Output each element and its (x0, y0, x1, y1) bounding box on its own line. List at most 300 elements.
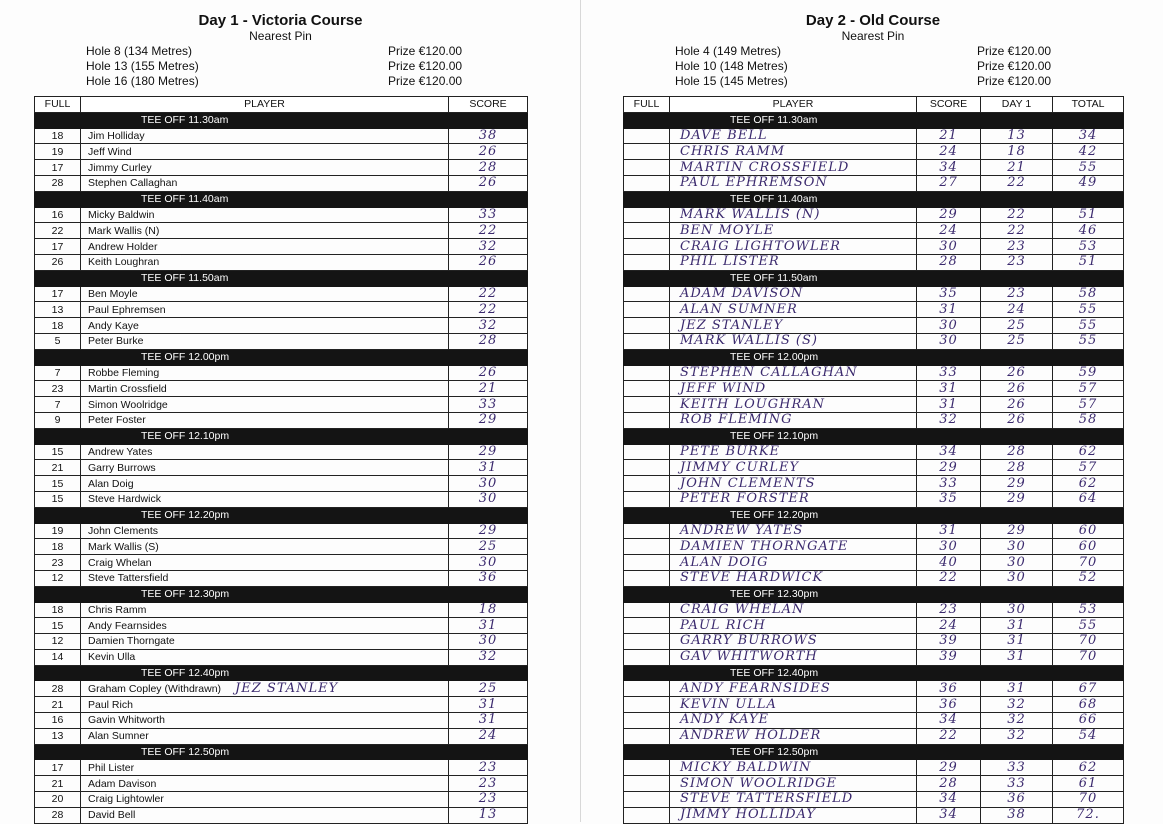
total-cell (1053, 239, 1124, 255)
score-cell (917, 397, 981, 413)
score-cell (917, 539, 981, 555)
handwritten-day1: 31 (1007, 617, 1026, 633)
table-row (35, 713, 528, 729)
score-cell (917, 318, 981, 334)
handwritten-total: 53 (1078, 238, 1098, 254)
handwritten-player-name: MARK WALLIS (N) (680, 207, 821, 222)
table-row (35, 381, 528, 397)
player-cell (81, 397, 449, 413)
full-handicap-empty (624, 713, 670, 729)
score-cell (449, 254, 528, 270)
tee-off-row (624, 270, 1124, 286)
table-row (624, 239, 1124, 255)
handwritten-score: 30 (939, 538, 958, 554)
pin-hole: Hole 8 (134 Metres) (86, 44, 193, 58)
pin-prize: Prize €120.00 (388, 59, 463, 73)
table-row (624, 460, 1124, 476)
player-cell (81, 807, 449, 823)
handwritten-total: 52 (1078, 570, 1098, 586)
handwritten-score: 22 (939, 728, 958, 744)
tee-off-row (35, 112, 528, 128)
full-handicap-empty (624, 318, 670, 334)
tee-off-spacer (35, 428, 81, 444)
player-cell (81, 713, 449, 729)
table-row (624, 760, 1124, 776)
table-row (35, 302, 528, 318)
day1-cell (981, 160, 1053, 176)
player-cell (81, 618, 449, 634)
table-row (35, 223, 528, 239)
table-row (35, 760, 528, 776)
full-handicap-empty (624, 460, 670, 476)
full-handicap-empty (624, 539, 670, 555)
total-cell (1053, 792, 1124, 808)
handwritten-score: 23 (478, 791, 498, 807)
full-handicap-empty (624, 254, 670, 270)
full-handicap: 18 (35, 602, 81, 618)
full-handicap: 26 (35, 254, 81, 270)
full-handicap: 5 (35, 333, 81, 349)
table-row (624, 570, 1124, 586)
player-name: Steve Hardwick (88, 493, 161, 506)
tee-off-label: TEE OFF 11.30am (670, 112, 1124, 128)
day1-cell (981, 476, 1053, 492)
player-name: Chris Ramm (88, 603, 147, 616)
player-name: Damien Thorngate (88, 635, 175, 648)
handwritten-score: 33 (478, 396, 498, 412)
tee-off-row (624, 744, 1124, 760)
player-cell (81, 128, 449, 144)
total-cell (1053, 523, 1124, 539)
table-row (624, 491, 1124, 507)
table-row (35, 555, 528, 571)
day1-cell (981, 618, 1053, 634)
player-cell (670, 760, 917, 776)
day1-cell (981, 728, 1053, 744)
table-row (624, 697, 1124, 713)
day1-cell (981, 539, 1053, 555)
handwritten-player-name: MICKY BALDWIN (680, 759, 812, 775)
player-cell (81, 555, 449, 571)
full-handicap-empty (624, 760, 670, 776)
table-row (35, 128, 528, 144)
tee-off-label: TEE OFF 11.50am (670, 270, 1124, 286)
player-cell (670, 128, 917, 144)
handwritten-player-name: STEVE TATTERSFIELD (680, 791, 854, 807)
full-handicap: 21 (35, 460, 81, 476)
full-handicap: 23 (35, 381, 81, 397)
full-handicap-empty (624, 144, 670, 160)
score-cell (449, 681, 528, 697)
handwritten-day1: 38 (1007, 807, 1026, 823)
handwritten-day1: 30 (1007, 554, 1026, 570)
player-cell (81, 460, 449, 476)
table-row (35, 175, 528, 191)
table-row (624, 207, 1124, 223)
handwritten-player-name: PAUL RICH (680, 617, 766, 633)
score-cell (449, 570, 528, 586)
total-cell (1053, 144, 1124, 160)
full-handicap: 16 (35, 713, 81, 729)
total-cell (1053, 807, 1124, 823)
table-row (624, 555, 1124, 571)
table-row (624, 223, 1124, 239)
full-handicap: 21 (35, 776, 81, 792)
tee-off-label: TEE OFF 12.50pm (670, 744, 1124, 760)
score-cell (449, 333, 528, 349)
player-cell (81, 539, 449, 555)
handwritten-player-name: KEITH LOUGHRAN (680, 396, 825, 412)
handwritten-score: 31 (939, 396, 958, 412)
table-row (624, 286, 1124, 302)
player-cell (81, 160, 449, 176)
player-cell (81, 223, 449, 239)
pin-hole: Hole 13 (155 Metres) (86, 59, 199, 73)
player-name: Phil Lister (88, 761, 135, 774)
player-cell (670, 381, 917, 397)
table-row (35, 254, 528, 270)
handwritten-score: 30 (478, 633, 498, 649)
handwritten-player-name: ALAN SUMNER (680, 301, 798, 317)
handwritten-total: 62 (1078, 444, 1098, 459)
table-row (35, 397, 528, 413)
total-cell (1053, 539, 1124, 555)
total-cell (1053, 760, 1124, 776)
nearest-pin-row (86, 74, 506, 89)
handwritten-score: 30 (939, 333, 958, 349)
score-cell (449, 239, 528, 255)
handwritten-player-name: BEN MOYLE (680, 222, 775, 238)
day1-cell (981, 286, 1053, 302)
handwritten-day1: 36 (1007, 791, 1026, 807)
handwritten-total: 55 (1078, 301, 1098, 317)
score-cell (449, 476, 528, 492)
handwritten-day1: 23 (1007, 238, 1026, 254)
tee-off-row (624, 349, 1124, 365)
handwritten-total: 55 (1078, 317, 1098, 333)
full-handicap-empty (624, 523, 670, 539)
full-handicap-empty (624, 649, 670, 665)
handwritten-day1: 13 (1007, 128, 1026, 143)
score-cell (449, 318, 528, 334)
handwritten-score: 29 (478, 412, 498, 428)
player-cell (670, 807, 917, 823)
full-handicap-empty (624, 776, 670, 792)
handwritten-score: 29 (939, 759, 958, 775)
player-name: Micky Baldwin (88, 208, 155, 221)
full-handicap: 15 (35, 444, 81, 460)
table-row (35, 792, 528, 808)
score-cell (917, 713, 981, 729)
handwritten-player-name: DAMIEN THORNGATE (680, 538, 849, 554)
handwritten-score: 36 (478, 570, 498, 586)
player-cell (81, 175, 449, 191)
handwritten-total: 64 (1078, 491, 1098, 507)
tee-off-label: TEE OFF 12.40pm (81, 665, 528, 681)
full-handicap-empty (624, 681, 670, 697)
full-handicap-empty (624, 570, 670, 586)
score-cell (449, 697, 528, 713)
player-cell (670, 254, 917, 270)
handwritten-score: 39 (939, 633, 958, 649)
handwritten-player-name: STEPHEN CALLAGHAN (680, 365, 858, 380)
handwritten-player-name: PAUL EPHREMSON (680, 175, 828, 191)
player-cell (670, 491, 917, 507)
handwritten-player-name: MARTIN CROSSFIELD (680, 159, 850, 175)
handwritten-total: 70 (1078, 633, 1098, 649)
handwritten-score: 33 (939, 365, 958, 380)
player-cell (81, 570, 449, 586)
score-cell (917, 175, 981, 191)
player-cell (670, 144, 917, 160)
handwritten-score: 13 (478, 807, 498, 823)
day1-cell (981, 412, 1053, 428)
full-handicap-empty (624, 476, 670, 492)
tee-off-label: TEE OFF 12.30pm (81, 586, 528, 602)
tee-off-row (35, 665, 528, 681)
player-cell (81, 523, 449, 539)
full-handicap-empty (624, 128, 670, 144)
player-cell (670, 649, 917, 665)
table-row (35, 444, 528, 460)
handwritten-player-name: SIMON WOOLRIDGE (680, 775, 838, 791)
score-cell (917, 381, 981, 397)
handwritten-day1: 23 (1007, 254, 1026, 270)
score-cell (449, 713, 528, 729)
player-name: John Clements (88, 524, 159, 537)
score-cell (449, 175, 528, 191)
table-row (624, 634, 1124, 650)
score-cell (917, 333, 981, 349)
score-cell (449, 760, 528, 776)
handwritten-player-name: PETER FORSTER (680, 491, 810, 507)
full-handicap: 23 (35, 555, 81, 571)
day1-cell (981, 760, 1053, 776)
player-cell (81, 412, 449, 428)
handwritten-score: 24 (939, 143, 958, 159)
total-cell (1053, 460, 1124, 476)
tee-off-spacer (35, 744, 81, 760)
handwritten-score: 31 (939, 523, 958, 538)
pin-prize: Prize €120.00 (977, 59, 1052, 73)
handwritten-score: 25 (478, 680, 498, 696)
day1-header (34, 0, 527, 96)
handwritten-total: 46 (1078, 222, 1098, 238)
player-cell (670, 207, 917, 223)
table-row (624, 365, 1124, 381)
handwritten-player-name: MARK WALLIS (S) (680, 333, 818, 349)
day1-cell (981, 807, 1053, 823)
score-cell (449, 444, 528, 460)
table-row (35, 286, 528, 302)
full-handicap-empty (624, 365, 670, 381)
tee-off-label: TEE OFF 12.00pm (670, 349, 1124, 365)
table-row (35, 318, 528, 334)
tee-off-label: TEE OFF 12.10pm (670, 428, 1124, 444)
day1-sheet (34, 0, 527, 824)
player-cell (670, 460, 917, 476)
tee-off-spacer (624, 349, 670, 365)
score-cell (449, 144, 528, 160)
day1-cell (981, 681, 1053, 697)
score-cell (917, 223, 981, 239)
handwritten-score: 30 (478, 554, 498, 570)
handwritten-player-name: ANDREW YATES (680, 523, 804, 538)
handwritten-score: 31 (478, 617, 498, 633)
handwritten-day1: 29 (1007, 491, 1026, 507)
tee-off-row (35, 191, 528, 207)
day1-cell (981, 634, 1053, 650)
table-row (624, 713, 1124, 729)
handwritten-score: 38 (478, 128, 498, 143)
player-cell (81, 444, 449, 460)
handwritten-player-name: KEVIN ULLA (680, 696, 777, 712)
tee-off-label: TEE OFF 12.00pm (81, 349, 528, 365)
player-name: Andy Kaye (88, 319, 139, 332)
handwritten-score: 28 (939, 254, 958, 270)
handwritten-day1: 31 (1007, 680, 1026, 696)
handwritten-score: 36 (939, 680, 958, 696)
score-cell (917, 239, 981, 255)
handwritten-player-name: ANDY KAYE (680, 712, 770, 728)
full-handicap-empty (624, 807, 670, 823)
score-cell (917, 160, 981, 176)
handwritten-day1: 32 (1007, 712, 1026, 728)
handwritten-total: 67 (1078, 680, 1098, 696)
handwritten-day1: 25 (1007, 317, 1026, 333)
total-cell (1053, 365, 1124, 381)
day1-cell (981, 318, 1053, 334)
total-cell (1053, 207, 1124, 223)
score-cell (917, 807, 981, 823)
total-cell (1053, 713, 1124, 729)
day2-subtitle: Nearest Pin (841, 29, 905, 43)
handwritten-total: 57 (1078, 459, 1098, 475)
handwritten-day1: 32 (1007, 696, 1026, 712)
tee-off-row (35, 586, 528, 602)
handwritten-score: 27 (939, 175, 958, 191)
table-row (624, 476, 1124, 492)
player-name: Craig Lightowler (88, 793, 164, 806)
tee-off-spacer (624, 665, 670, 681)
day2-sheet (623, 0, 1123, 824)
player-name: Alan Doig (88, 477, 134, 490)
table-row (624, 254, 1124, 270)
handwritten-day1: 22 (1007, 207, 1026, 222)
table-row (35, 681, 528, 697)
handwritten-player-name: JIMMY HOLLIDAY (680, 807, 816, 823)
handwritten-score: 25 (478, 538, 498, 554)
score-cell (917, 618, 981, 634)
player-name: Ben Moyle (88, 287, 138, 300)
table-row (624, 792, 1124, 808)
table-row (35, 365, 528, 381)
tee-off-label: TEE OFF 12.50pm (81, 744, 528, 760)
score-cell (917, 460, 981, 476)
table-row (35, 602, 528, 618)
tee-off-spacer (624, 744, 670, 760)
handwritten-score: 23 (939, 602, 958, 617)
score-cell (917, 681, 981, 697)
nearest-pin-row (675, 44, 1095, 59)
tee-off-spacer (624, 586, 670, 602)
full-handicap: 17 (35, 760, 81, 776)
day1-cell (981, 381, 1053, 397)
player-cell (670, 365, 917, 381)
column-header-player: PLAYER (670, 97, 917, 113)
table-row (624, 776, 1124, 792)
handwritten-total: 57 (1078, 380, 1098, 396)
player-cell (81, 491, 449, 507)
tee-off-spacer (35, 665, 81, 681)
score-cell (917, 602, 981, 618)
handwritten-score: 40 (939, 554, 958, 570)
table-row (624, 523, 1124, 539)
full-handicap-empty (624, 302, 670, 318)
tee-off-row (624, 191, 1124, 207)
full-handicap-empty (624, 286, 670, 302)
handwritten-score: 31 (939, 380, 958, 396)
table-row (35, 523, 528, 539)
day2-nearest-pin-list (675, 44, 1095, 89)
table-row (624, 397, 1124, 413)
handwritten-player-name: PETE BURKE (680, 444, 781, 459)
player-name: Peter Burke (88, 335, 144, 348)
day1-cell (981, 460, 1053, 476)
handwritten-score: 30 (939, 317, 958, 333)
player-name: David Bell (88, 809, 136, 822)
day1-score-table (34, 96, 528, 824)
day1-cell (981, 555, 1053, 571)
score-cell (917, 144, 981, 160)
player-cell (81, 792, 449, 808)
handwritten-score: 34 (939, 807, 958, 823)
score-cell (449, 792, 528, 808)
handwritten-day1: 33 (1007, 775, 1026, 791)
player-name: Stephen Callaghan (88, 177, 178, 190)
score-cell (449, 160, 528, 176)
player-cell (81, 381, 449, 397)
player-name: Garry Burrows (88, 461, 156, 474)
handwritten-player-name: ANDREW HOLDER (680, 728, 822, 744)
score-cell (917, 776, 981, 792)
handwritten-day1: 24 (1007, 301, 1026, 317)
score-cell (917, 207, 981, 223)
handwritten-total: 61 (1078, 775, 1098, 791)
total-cell (1053, 634, 1124, 650)
player-cell (81, 634, 449, 650)
handwritten-total: 70 (1078, 649, 1098, 665)
handwritten-score: 31 (939, 301, 958, 317)
player-cell (670, 697, 917, 713)
player-cell (670, 523, 917, 539)
handwritten-score: 22 (478, 222, 498, 238)
handwritten-score: 22 (939, 570, 958, 586)
total-cell (1053, 128, 1124, 144)
player-name: Simon Woolridge (88, 398, 168, 411)
day1-cell (981, 144, 1053, 160)
handwritten-score: 24 (939, 222, 958, 238)
score-cell (449, 634, 528, 650)
handwritten-total: 57 (1078, 396, 1098, 412)
handwritten-player-name: JEFF WIND (680, 380, 767, 396)
handwritten-score: 26 (478, 365, 498, 380)
table-row (35, 333, 528, 349)
total-cell (1053, 476, 1124, 492)
tee-off-spacer (624, 112, 670, 128)
table-row (624, 807, 1124, 823)
player-name: Jimmy Curley (88, 161, 152, 174)
